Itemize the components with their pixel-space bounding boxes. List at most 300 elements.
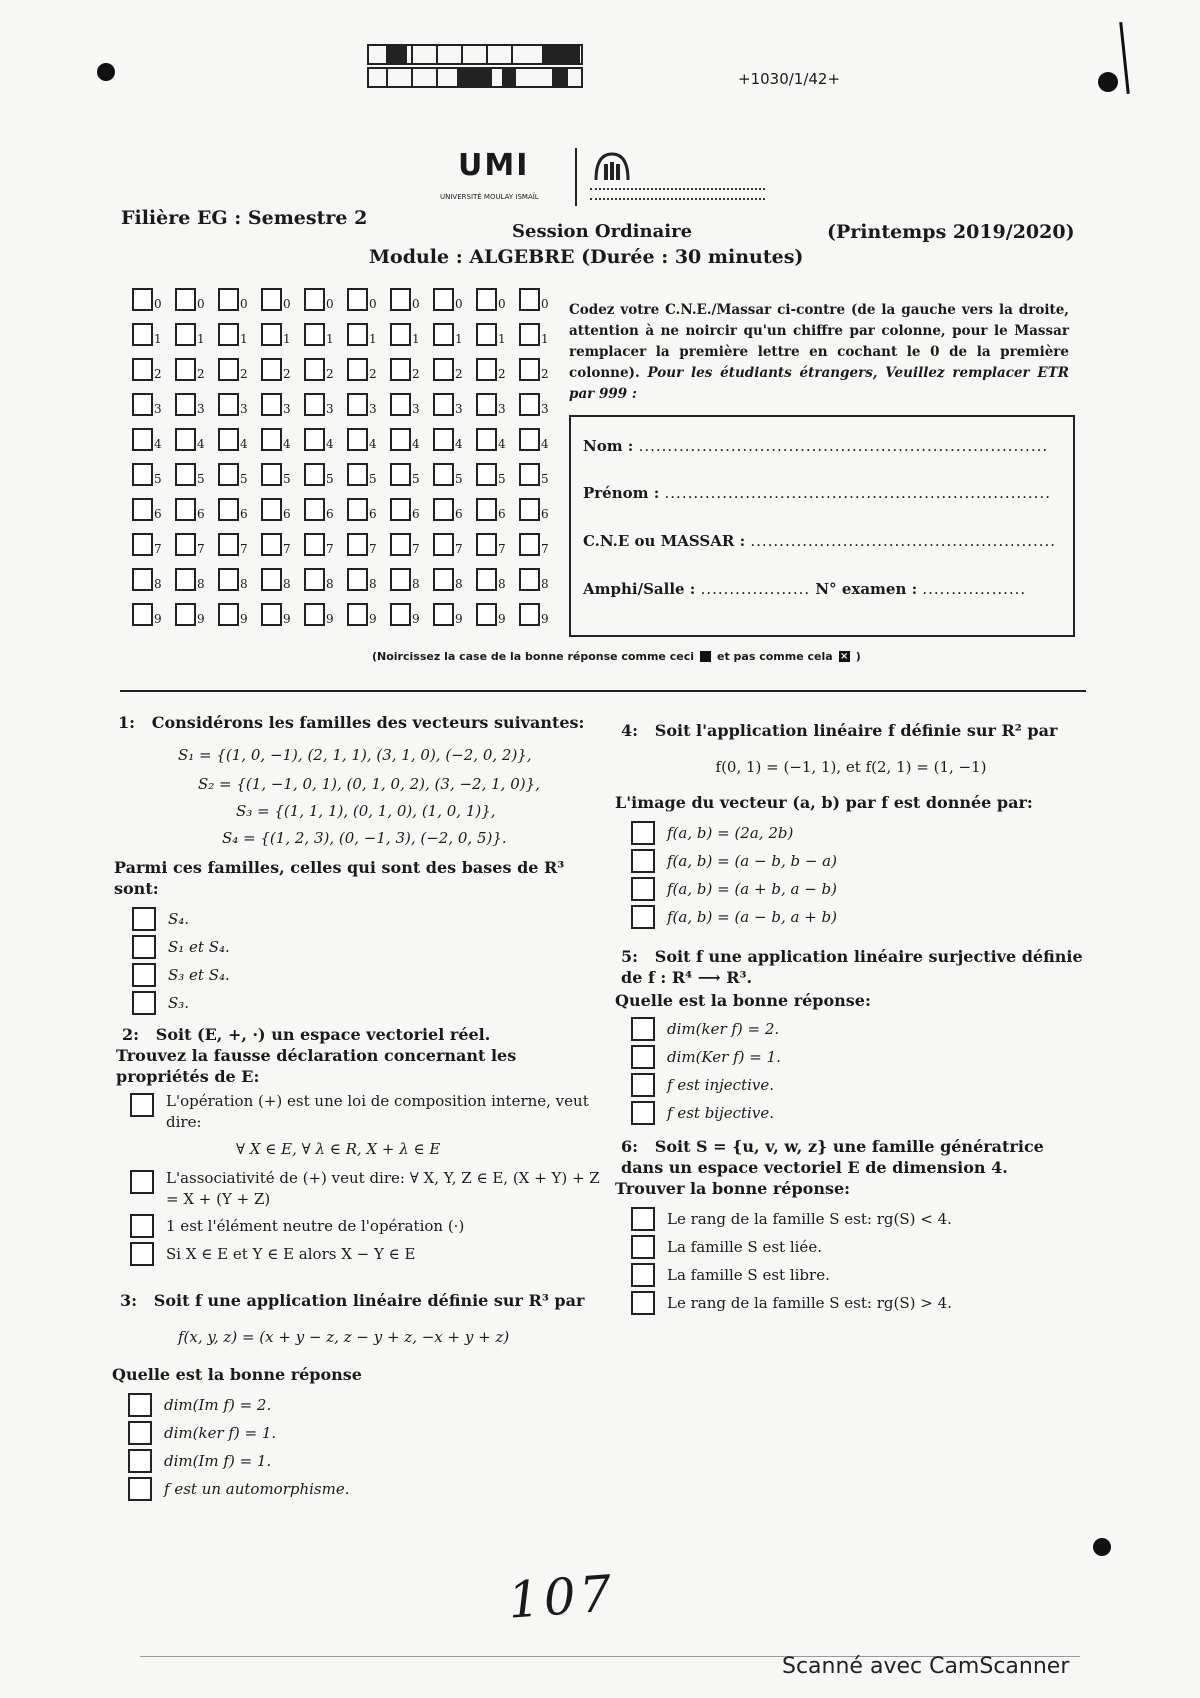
cne-digit-checkbox[interactable]	[132, 393, 175, 416]
amphi-line[interactable]: Amphi/Salle : ................... N° examen : ..................	[583, 580, 1027, 598]
cne-digit-checkbox[interactable]	[261, 288, 304, 311]
checkbox[interactable]	[519, 428, 540, 451]
cne-digit-checkbox[interactable]	[218, 463, 261, 486]
checkbox[interactable]	[476, 603, 497, 626]
cne-digit-checkbox[interactable]	[390, 603, 433, 626]
cne-digit-checkbox[interactable]	[175, 498, 218, 521]
q4-option[interactable]	[631, 903, 1087, 931]
checkbox[interactable]	[175, 603, 196, 626]
checkbox[interactable]	[476, 428, 497, 451]
cne-digit-checkbox[interactable]	[347, 533, 390, 556]
cne-row	[132, 492, 562, 527]
checkbox[interactable]	[631, 1263, 655, 1287]
checkbox[interactable]	[175, 288, 196, 311]
cne-digit-checkbox[interactable]	[433, 603, 476, 626]
cne-digit-checkbox[interactable]	[390, 568, 433, 591]
digit-label: 4	[283, 437, 291, 451]
cne-digit-checkbox[interactable]	[476, 288, 519, 311]
cne-digit-checkbox[interactable]	[175, 533, 218, 556]
cne-digit-checkbox[interactable]	[519, 393, 562, 416]
checkbox[interactable]	[347, 358, 368, 381]
checkbox[interactable]	[218, 498, 239, 521]
q5-option[interactable]	[631, 1099, 1087, 1127]
cne-digit-checkbox[interactable]	[347, 603, 390, 626]
q6-option-label: Le rang de la famille S est: rg(S) < 4.	[667, 1209, 952, 1228]
checkbox[interactable]	[390, 463, 411, 486]
checkbox[interactable]	[128, 1421, 152, 1445]
checkbox[interactable]	[631, 1235, 655, 1259]
checkbox[interactable]	[433, 463, 454, 486]
checkbox[interactable]	[476, 533, 497, 556]
checkbox[interactable]	[519, 358, 540, 381]
checkbox[interactable]	[519, 533, 540, 556]
checkbox[interactable]	[261, 498, 282, 521]
q2-option[interactable]	[130, 1168, 606, 1210]
checkbox[interactable]	[218, 603, 239, 626]
checkbox[interactable]	[631, 877, 655, 901]
checkbox[interactable]	[132, 323, 153, 346]
checkbox[interactable]	[433, 358, 454, 381]
cne-digit-checkbox[interactable]	[304, 323, 347, 346]
cne-digit-checkbox[interactable]	[218, 288, 261, 311]
checkbox[interactable]	[347, 463, 368, 486]
cne-digit-checkbox[interactable]	[132, 358, 175, 381]
checkbox[interactable]	[347, 603, 368, 626]
cne-digit-checkbox[interactable]	[175, 603, 218, 626]
checkbox[interactable]	[175, 358, 196, 381]
cne-digit-checkbox[interactable]	[304, 288, 347, 311]
digit-label: 0	[541, 297, 549, 311]
checkbox[interactable]	[132, 991, 156, 1015]
checkbox[interactable]	[476, 358, 497, 381]
checkbox[interactable]	[476, 463, 497, 486]
checkbox[interactable]	[390, 393, 411, 416]
cne-digit-checkbox[interactable]	[261, 463, 304, 486]
checkbox[interactable]	[631, 905, 655, 929]
university-logo	[440, 148, 780, 210]
checkbox[interactable]	[132, 428, 153, 451]
q3-option-label: dim(Im f) = 2.	[164, 1395, 272, 1414]
checkbox[interactable]	[433, 393, 454, 416]
cne-digit-checkbox[interactable]	[519, 498, 562, 521]
checkbox[interactable]	[175, 323, 196, 346]
cne-digit-checkbox[interactable]	[132, 428, 175, 451]
cne-digit-checkbox[interactable]	[476, 498, 519, 521]
digit-label: 9	[369, 612, 377, 626]
checkbox[interactable]	[433, 428, 454, 451]
checkbox[interactable]	[132, 463, 153, 486]
checkbox[interactable]	[130, 1093, 154, 1117]
checkbox[interactable]	[175, 428, 196, 451]
checkbox[interactable]	[132, 935, 156, 959]
cne-digit-checkbox[interactable]	[132, 603, 175, 626]
checkbox[interactable]	[304, 463, 325, 486]
q2-option[interactable]	[130, 1212, 606, 1240]
cne-digit-checkbox[interactable]	[390, 463, 433, 486]
cne-digit-checkbox[interactable]	[261, 498, 304, 521]
notice-text-end: )	[855, 650, 861, 663]
cne-digit-checkbox[interactable]	[347, 568, 390, 591]
checkbox[interactable]	[390, 288, 411, 311]
checkbox[interactable]	[347, 428, 368, 451]
cne-digit-checkbox[interactable]	[132, 533, 175, 556]
question-5	[615, 946, 1087, 1127]
checkbox[interactable]	[304, 498, 325, 521]
checkbox[interactable]	[476, 288, 497, 311]
checkbox[interactable]	[347, 393, 368, 416]
checkbox[interactable]	[132, 907, 156, 931]
cne-digit-checkbox[interactable]	[218, 323, 261, 346]
q4-option[interactable]	[631, 819, 1087, 847]
q2-option-label: Si X ∈ E et Y ∈ E alors X − Y ∈ E	[166, 1244, 416, 1263]
digit-label: 5	[197, 472, 205, 486]
cne-digit-checkbox[interactable]	[261, 603, 304, 626]
cne-digit-checkbox[interactable]	[476, 358, 519, 381]
cne-digit-checkbox[interactable]	[175, 358, 218, 381]
digit-label: 0	[154, 297, 162, 311]
checkbox[interactable]	[390, 533, 411, 556]
cne-digit-checkbox[interactable]	[132, 568, 175, 591]
cne-digit-checkbox[interactable]	[347, 463, 390, 486]
cne-digit-checkbox[interactable]	[390, 323, 433, 346]
checkbox[interactable]	[304, 568, 325, 591]
checkbox[interactable]	[304, 323, 325, 346]
checkbox[interactable]	[218, 393, 239, 416]
cne-digit-checkbox[interactable]	[304, 568, 347, 591]
checkbox[interactable]	[261, 393, 282, 416]
checkbox[interactable]	[218, 568, 239, 591]
checkbox[interactable]	[261, 603, 282, 626]
checkbox[interactable]	[631, 1073, 655, 1097]
digit-label: 0	[412, 297, 420, 311]
checkbox[interactable]	[631, 1101, 655, 1125]
checkbox[interactable]	[132, 358, 153, 381]
checkbox[interactable]	[218, 463, 239, 486]
cne-digit-checkbox[interactable]	[347, 393, 390, 416]
cne-digit-checkbox[interactable]	[390, 428, 433, 451]
cne-digit-checkbox[interactable]	[476, 603, 519, 626]
cne-digit-checkbox[interactable]	[476, 533, 519, 556]
checkbox[interactable]	[261, 568, 282, 591]
cne-digit-checkbox[interactable]	[132, 463, 175, 486]
checkbox[interactable]	[631, 1291, 655, 1315]
checkbox[interactable]	[261, 358, 282, 381]
checkbox[interactable]	[218, 428, 239, 451]
q2-option[interactable]	[130, 1240, 606, 1268]
checkbox[interactable]	[304, 533, 325, 556]
checkbox[interactable]	[390, 603, 411, 626]
q1-option[interactable]	[132, 961, 600, 989]
q3-option[interactable]	[128, 1419, 606, 1447]
cne-digit-checkbox[interactable]	[519, 428, 562, 451]
checkbox[interactable]	[128, 1477, 152, 1501]
checkbox[interactable]	[390, 568, 411, 591]
checkbox[interactable]	[476, 568, 497, 591]
checkbox[interactable]	[304, 428, 325, 451]
checkbox[interactable]	[433, 603, 454, 626]
checkbox[interactable]	[519, 323, 540, 346]
cne-digit-checkbox[interactable]	[519, 568, 562, 591]
cne-digit-checkbox[interactable]	[304, 463, 347, 486]
checkbox[interactable]	[132, 603, 153, 626]
cne-digit-checkbox[interactable]	[476, 463, 519, 486]
q5-option[interactable]	[631, 1015, 1087, 1043]
checkbox[interactable]	[347, 568, 368, 591]
checkbox[interactable]	[519, 463, 540, 486]
cne-digit-checkbox[interactable]	[261, 393, 304, 416]
checkbox[interactable]	[390, 358, 411, 381]
checkbox[interactable]	[261, 463, 282, 486]
digit-label: 3	[326, 402, 334, 416]
digit-label: 7	[455, 542, 463, 556]
checkbox[interactable]	[476, 323, 497, 346]
cne-digit-checkbox[interactable]	[390, 288, 433, 311]
checkbox[interactable]	[128, 1449, 152, 1473]
q1-option[interactable]	[132, 989, 600, 1017]
checkbox[interactable]	[304, 393, 325, 416]
cne-digit-checkbox[interactable]	[261, 533, 304, 556]
checkbox[interactable]	[132, 568, 153, 591]
checkbox[interactable]	[132, 393, 153, 416]
cne-digit-checkbox[interactable]	[132, 288, 175, 311]
q5-number: 5:	[621, 947, 639, 966]
cne-digit-checkbox[interactable]	[347, 288, 390, 311]
cne-digit-checkbox[interactable]	[218, 358, 261, 381]
checkbox[interactable]	[347, 288, 368, 311]
cne-digit-checkbox[interactable]	[476, 393, 519, 416]
checkbox[interactable]	[261, 428, 282, 451]
checkbox[interactable]	[130, 1170, 154, 1194]
cne-digit-checkbox[interactable]	[175, 568, 218, 591]
checkbox[interactable]	[261, 288, 282, 311]
cne-digit-checkbox[interactable]	[476, 568, 519, 591]
cne-digit-checkbox[interactable]	[433, 323, 476, 346]
cne-digit-checkbox[interactable]	[347, 428, 390, 451]
cne-digit-checkbox[interactable]	[519, 288, 562, 311]
cne-digit-checkbox[interactable]	[433, 498, 476, 521]
checkbox[interactable]	[519, 288, 540, 311]
q3-option-label: f est un automorphisme.	[164, 1479, 350, 1498]
cne-digit-checkbox[interactable]	[218, 393, 261, 416]
checkbox[interactable]	[347, 498, 368, 521]
checkbox[interactable]	[519, 568, 540, 591]
cne-digit-checkbox[interactable]	[433, 288, 476, 311]
cne-digit-checkbox[interactable]	[433, 533, 476, 556]
cne-digit-checkbox[interactable]	[304, 428, 347, 451]
cne-digit-checkbox[interactable]	[304, 358, 347, 381]
cne-digit-checkbox[interactable]	[304, 533, 347, 556]
q6-option[interactable]	[631, 1233, 1087, 1261]
cne-digit-checkbox[interactable]	[433, 358, 476, 381]
cne-digit-checkbox[interactable]	[261, 568, 304, 591]
cne-row	[132, 422, 562, 457]
cne-digit-checkbox[interactable]	[175, 288, 218, 311]
checkbox[interactable]	[128, 1393, 152, 1417]
cne-digit-checkbox[interactable]	[132, 498, 175, 521]
cne-digit-checkbox[interactable]	[519, 323, 562, 346]
cne-digit-checkbox[interactable]	[519, 358, 562, 381]
checkbox[interactable]	[175, 568, 196, 591]
checkbox[interactable]	[218, 533, 239, 556]
cne-digit-checkbox[interactable]	[175, 393, 218, 416]
q4-option[interactable]	[631, 875, 1087, 903]
cne-digit-checkbox[interactable]	[175, 323, 218, 346]
cne-digit-checkbox[interactable]	[218, 533, 261, 556]
checkbox[interactable]	[347, 323, 368, 346]
checkbox[interactable]	[218, 323, 239, 346]
checkbox[interactable]	[631, 849, 655, 873]
q4-number: 4:	[621, 721, 639, 740]
digit-label: 7	[154, 542, 162, 556]
checkbox[interactable]	[175, 533, 196, 556]
nom-line[interactable]: Nom : .......................................................................	[583, 437, 1049, 455]
cne-digit-checkbox[interactable]	[347, 498, 390, 521]
cne-digit-checkbox[interactable]	[132, 323, 175, 346]
q3-option[interactable]	[128, 1447, 606, 1475]
checkbox[interactable]	[433, 498, 454, 521]
checkbox[interactable]	[132, 533, 153, 556]
cne-digit-checkbox[interactable]	[218, 603, 261, 626]
checkbox[interactable]	[175, 393, 196, 416]
cne-digit-checkbox[interactable]	[261, 358, 304, 381]
cne-digit-checkbox[interactable]	[261, 428, 304, 451]
q5-title: Soit f une application linéaire surjective définie de f : R⁴ ⟶ R³.	[621, 947, 1083, 987]
digit-label: 8	[412, 577, 420, 591]
digit-label: 4	[154, 437, 162, 451]
digit-label: 2	[326, 367, 334, 381]
q3-option[interactable]	[128, 1475, 606, 1503]
checkbox[interactable]	[347, 533, 368, 556]
cne-digit-checkbox[interactable]	[175, 463, 218, 486]
checkbox[interactable]	[476, 393, 497, 416]
q3-option[interactable]	[128, 1391, 606, 1419]
checkbox[interactable]	[132, 963, 156, 987]
checkbox[interactable]	[175, 498, 196, 521]
cne-digit-checkbox[interactable]	[175, 428, 218, 451]
cne-digit-checkbox[interactable]	[261, 323, 304, 346]
cne-digit-checkbox[interactable]	[476, 323, 519, 346]
q2-option-formula: ∀ X ∈ E, ∀ λ ∈ R, X + λ ∈ E	[236, 1140, 441, 1158]
cne-digit-checkbox[interactable]	[218, 498, 261, 521]
checkbox[interactable]	[132, 288, 153, 311]
checkbox[interactable]	[304, 358, 325, 381]
q6-option[interactable]	[631, 1205, 1087, 1233]
digit-label: 9	[154, 612, 162, 626]
checkbox[interactable]	[130, 1242, 154, 1266]
q4-option[interactable]	[631, 847, 1087, 875]
checkbox[interactable]	[130, 1214, 154, 1238]
cne-digit-checkbox[interactable]	[347, 323, 390, 346]
cne-digit-checkbox[interactable]	[304, 393, 347, 416]
checkbox[interactable]	[218, 288, 239, 311]
checkbox[interactable]	[631, 821, 655, 845]
q3-option-label: dim(Im f) = 1.	[164, 1451, 272, 1470]
q1-option[interactable]	[132, 905, 600, 933]
prenom-line[interactable]: Prénom : ...................................................................	[583, 484, 1051, 502]
digit-label: 8	[197, 577, 205, 591]
digit-label: 6	[197, 507, 205, 521]
digit-label: 5	[283, 472, 291, 486]
question-2	[116, 1024, 606, 1268]
checkbox[interactable]	[631, 1045, 655, 1069]
q2-option[interactable]	[130, 1091, 606, 1160]
cne-digit-checkbox[interactable]	[433, 568, 476, 591]
cne-digit-checkbox[interactable]	[390, 498, 433, 521]
checkbox[interactable]	[519, 393, 540, 416]
digit-label: 6	[240, 507, 248, 521]
checkbox[interactable]	[390, 428, 411, 451]
digit-label: 0	[197, 297, 205, 311]
cne-digit-checkbox[interactable]	[390, 393, 433, 416]
cne-digit-checkbox[interactable]	[304, 498, 347, 521]
q6-option[interactable]	[631, 1261, 1087, 1289]
cne-digit-checkbox[interactable]	[476, 428, 519, 451]
cne-digit-checkbox[interactable]	[433, 393, 476, 416]
digit-label: 9	[498, 612, 506, 626]
digit-label: 1	[283, 332, 291, 346]
digit-label: 2	[283, 367, 291, 381]
cne-digit-checkbox[interactable]	[519, 463, 562, 486]
checkbox[interactable]	[304, 603, 325, 626]
checkbox[interactable]	[390, 498, 411, 521]
cne-digit-checkbox[interactable]	[218, 568, 261, 591]
checkbox[interactable]	[476, 498, 497, 521]
digit-label: 4	[197, 437, 205, 451]
digit-label: 3	[455, 402, 463, 416]
cne-digit-checkbox[interactable]	[519, 603, 562, 626]
q5-option[interactable]	[631, 1071, 1087, 1099]
checkbox[interactable]	[433, 568, 454, 591]
checkbox[interactable]	[433, 533, 454, 556]
logo-caption: UNIVERSITÉ MOULAY ISMAÏL	[440, 193, 539, 201]
checkbox[interactable]	[519, 498, 540, 521]
q5-option[interactable]	[631, 1043, 1087, 1071]
cne-digit-checkbox[interactable]	[390, 533, 433, 556]
checkbox[interactable]	[132, 498, 153, 521]
q4-title: Soit l'application linéaire f définie sur R² par	[654, 721, 1058, 740]
checkbox[interactable]	[304, 288, 325, 311]
cne-digit-checkbox[interactable]	[390, 358, 433, 381]
q5-option-label: f est injective.	[667, 1075, 775, 1094]
q6-option[interactable]	[631, 1289, 1087, 1317]
digit-label: 5	[326, 472, 334, 486]
digit-label: 5	[240, 472, 248, 486]
digit-label: 8	[455, 577, 463, 591]
cne-digit-checkbox[interactable]	[433, 428, 476, 451]
digit-label: 0	[369, 297, 377, 311]
checkbox[interactable]	[433, 288, 454, 311]
cne-line[interactable]: C.N.E ou MASSAR : .....................................................	[583, 532, 1057, 550]
checkbox[interactable]	[390, 323, 411, 346]
checkbox[interactable]	[261, 533, 282, 556]
cne-digit-checkbox[interactable]	[218, 428, 261, 451]
checkbox[interactable]	[218, 358, 239, 381]
cne-digit-checkbox[interactable]	[347, 358, 390, 381]
checkbox[interactable]	[631, 1207, 655, 1231]
q1-option-label: S₁ et S₄.	[168, 937, 230, 956]
exam-code: +1030/1/42+	[738, 70, 841, 88]
checkbox[interactable]	[261, 323, 282, 346]
q1-option[interactable]	[132, 933, 600, 961]
cne-digit-checkbox[interactable]	[433, 463, 476, 486]
digit-label: 2	[369, 367, 377, 381]
checkbox[interactable]	[433, 323, 454, 346]
cne-digit-checkbox[interactable]	[304, 603, 347, 626]
cne-digit-checkbox[interactable]	[519, 533, 562, 556]
checkbox[interactable]	[175, 463, 196, 486]
checkbox[interactable]	[631, 1017, 655, 1041]
checkbox[interactable]	[519, 603, 540, 626]
